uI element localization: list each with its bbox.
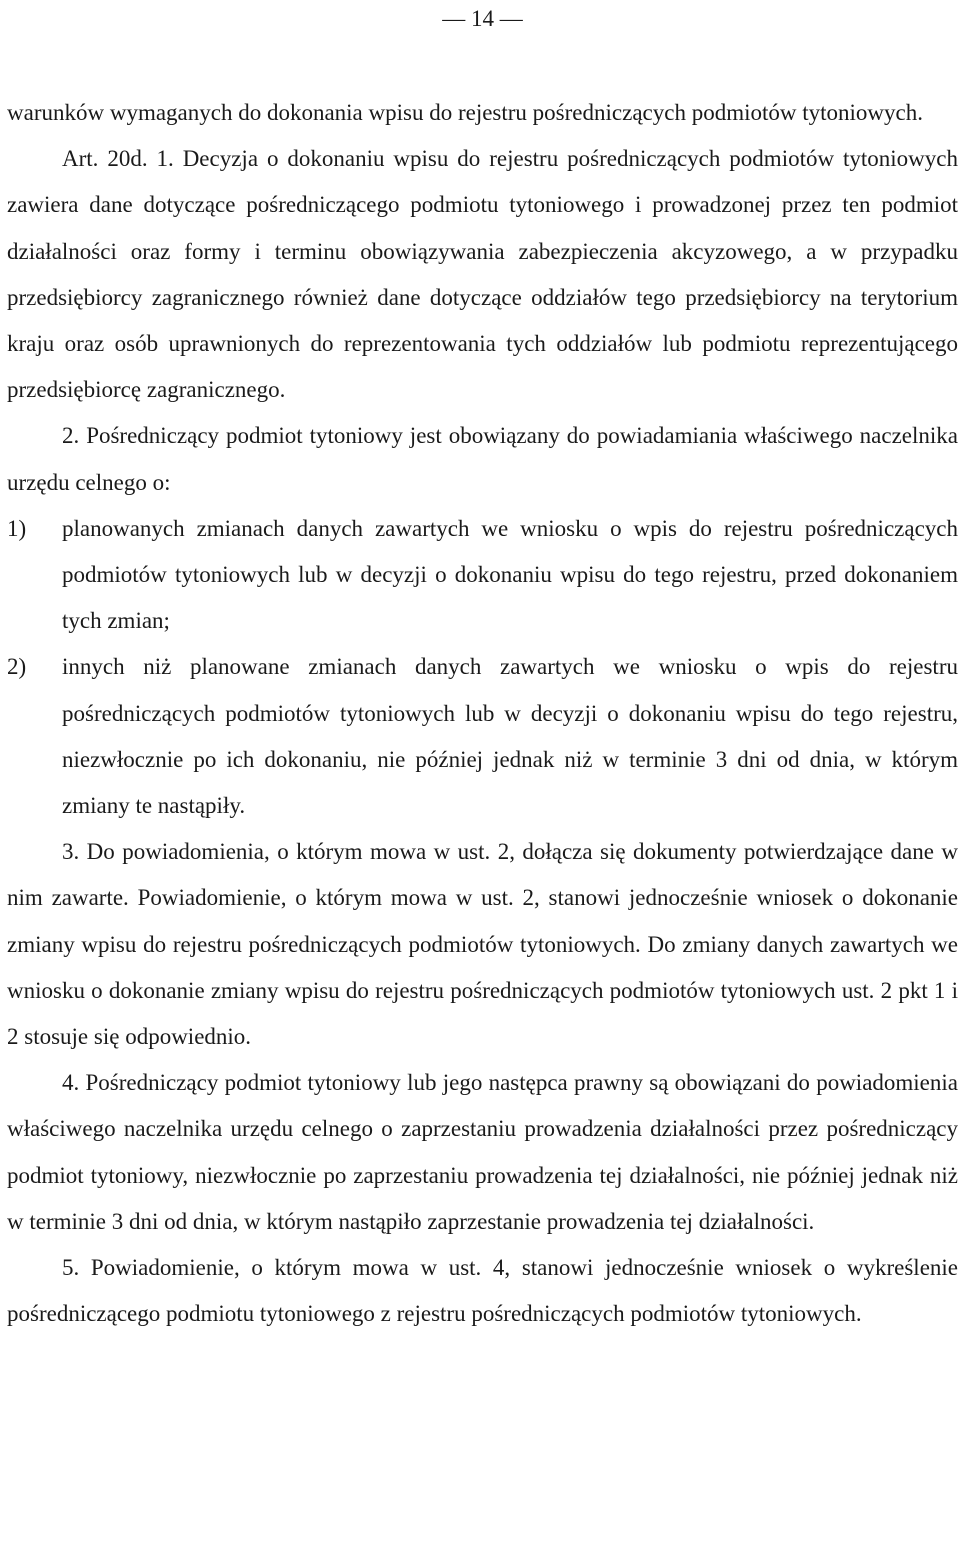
- paragraph-ust-3: 3. Do powiadomienia, o którym mowa w ust. 2, dołącza się dokumenty potwierdzające dane w nim zawarte. Powiadomienie, o którym mowa w ust. 2, stanowi jednocześnie wniosek o dokonanie zmiany wpisu do rejestru pośredniczących podmiotów tytoniowych. Do zmiany danych zawartych we wniosku o dokonanie zmiany wpisu do rejestru pośredniczących podmiotów tytoniowych ust. 2 pkt 1 i 2 stosuje się odpowiednio.: [7, 839, 958, 1050]
- page-number: — 14 —: [442, 6, 523, 31]
- paragraph-art-20d-1: Art. 20d. 1. Decyzja o dokonaniu wpisu do rejestru pośredniczących podmiotów tytoniowych zawiera dane dotyczące pośredniczącego podmiotu tytoniowego i prowadzonej przez ten podmiot działalności oraz formy i terminu obowiązywania zabezpieczenia akcyzowego, a w przypadku przedsiębiorcy zagranicznego również dane dotyczące oddziałów tego przedsiębiorcy na terytorium kraju oraz osób uprawnionych do reprezentowania tych oddziałów lub podmiotu reprezentującego przedsiębiorcę zagranicznego.: [7, 146, 958, 403]
- list-item-1: [7, 506, 958, 645]
- list-item-number: 2): [7, 654, 27, 680]
- paragraph-ust-2: 2. Pośredniczący podmiot tytoniowy jest obowiązany do powiadamiania właściwego naczelnika urzędu celnego o:: [7, 423, 958, 495]
- list-item-text: planowanych zmianach danych zawartych we wniosku o wpis do rejestru pośredniczących podmiotów tytoniowych lub w decyzji o dokonaniu wpisu do tego rejestru, przed dokonaniem tych zmian;: [62, 515, 958, 634]
- paragraph-continuation: warunków wymaganych do dokonania wpisu do rejestru pośredniczących podmiotów tytoniowych.: [7, 100, 923, 125]
- document-page: [7, 0, 958, 1337]
- list-item-2: [7, 644, 958, 829]
- paragraph-ust-4: 4. Pośredniczący podmiot tytoniowy lub jego następca prawny są obowiązani do powiadomienia właściwego naczelnika urzędu celnego o zaprzestaniu prowadzenia działalności przez pośredniczący podmiot tytoniowy, niezwłocznie po zaprzestaniu prowadzenia tej działalności, nie później jednak niż w terminie 3 dni od dnia, w którym nastąpiło zaprzestanie prowadzenia tej działalności.: [7, 1070, 958, 1234]
- paragraph-ust-5: 5. Powiadomienie, o którym mowa w ust. 4, stanowi jednocześnie wniosek o wykreślenie pośredniczącego podmiotu tytoniowego z rejestru pośredniczących podmiotów tytoniowych.: [7, 1255, 958, 1327]
- list-item-number: 1): [7, 515, 27, 541]
- list-item-text: innych niż planowane zmianach danych zawartych we wniosku o wpis do rejestru pośredniczących podmiotów tytoniowych lub w decyzji o dokonaniu wpisu do tego rejestru, niezwłocznie po ich dokonaniu, nie później jednak niż w terminie 3 dni od dnia, w którym zmiany te nastąpiły.: [62, 654, 958, 819]
